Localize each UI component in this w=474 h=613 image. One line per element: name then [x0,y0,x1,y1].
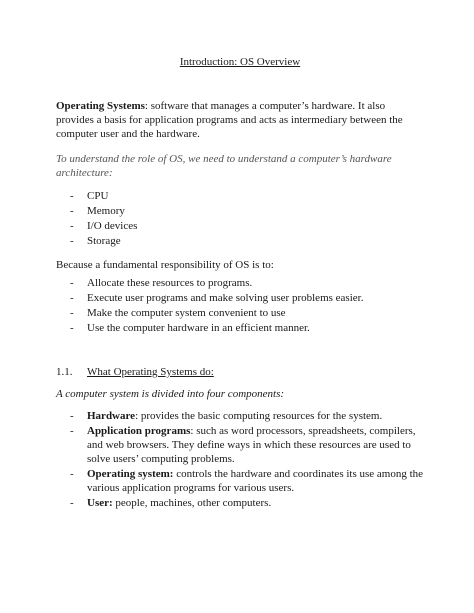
list-item [56,291,424,305]
dash-bullet: - [70,425,74,437]
list-item [56,234,424,248]
list-item [56,204,424,218]
component-text: : such as word processors, spreadsheets, compilers, and web browsers. They define ways in which these resources are used to solve users’ computing problems. [87,425,416,465]
responsibility-list [56,276,424,335]
dash-bullet: - [70,292,74,304]
dash-bullet: - [70,220,74,232]
hardware-list [56,189,424,248]
list-item [56,219,424,233]
dash-bullet: - [70,205,74,217]
list-item [56,321,424,335]
dash-bullet: - [70,410,74,422]
list-item [56,189,424,203]
list-item [56,409,424,423]
section-heading [56,365,424,379]
component-term: Hardware [87,410,136,422]
list-item-text: Execute user programs and make solving user problems easier. [87,292,364,304]
dash-bullet: - [70,235,74,247]
dash-bullet: - [70,277,74,289]
list-item [56,276,424,290]
list-item-text: Make the computer system convenient to use [87,307,286,319]
dash-bullet: - [70,497,74,509]
list-item [56,467,424,495]
hardware-note: To understand the role of OS, we need to understand a computer’s hardware architecture: [56,153,392,179]
component-text: people, machines, other computers. [112,497,272,509]
document-page [56,55,424,520]
component-text: controls the hardware and coordinates its use among the various application programs for various users. [87,468,424,494]
list-item-text: Storage [87,235,121,247]
list-item [56,496,424,510]
list-item-text: Use the computer hardware in an efficient manner. [87,322,310,334]
responsibility-lead: Because a fundamental responsibility of OS is to: [56,259,274,271]
list-item [56,306,424,320]
intro-paragraph [56,99,424,141]
page-title: Introduction: OS Overview [179,56,301,68]
list-item [56,424,424,466]
component-text: : provides the basic computing resources for the system. [135,410,383,422]
dash-bullet: - [70,190,74,202]
intro-term: Operating Systems [56,100,145,112]
dash-bullet: - [70,468,74,480]
section-title: What Operating Systems do: [87,366,214,378]
components-note: A computer system is divided into four components: [56,388,285,400]
list-item-text: Memory [87,205,125,217]
component-term: User: [87,497,113,509]
list-item-text: I/O devices [87,220,138,232]
components-list [56,409,424,510]
list-item-text: CPU [87,190,109,202]
dash-bullet: - [70,322,74,334]
section-number: 1.1. [56,366,73,378]
component-term: Application programs [87,425,191,437]
dash-bullet: - [70,307,74,319]
intro-text: : software that manages a computer’s hardware. It also provides a basis for application programs and acts as intermediary between the computer user and the hardware. [56,100,403,140]
list-item-text: Allocate these resources to programs. [87,277,253,289]
component-term: Operating system: [87,468,174,480]
